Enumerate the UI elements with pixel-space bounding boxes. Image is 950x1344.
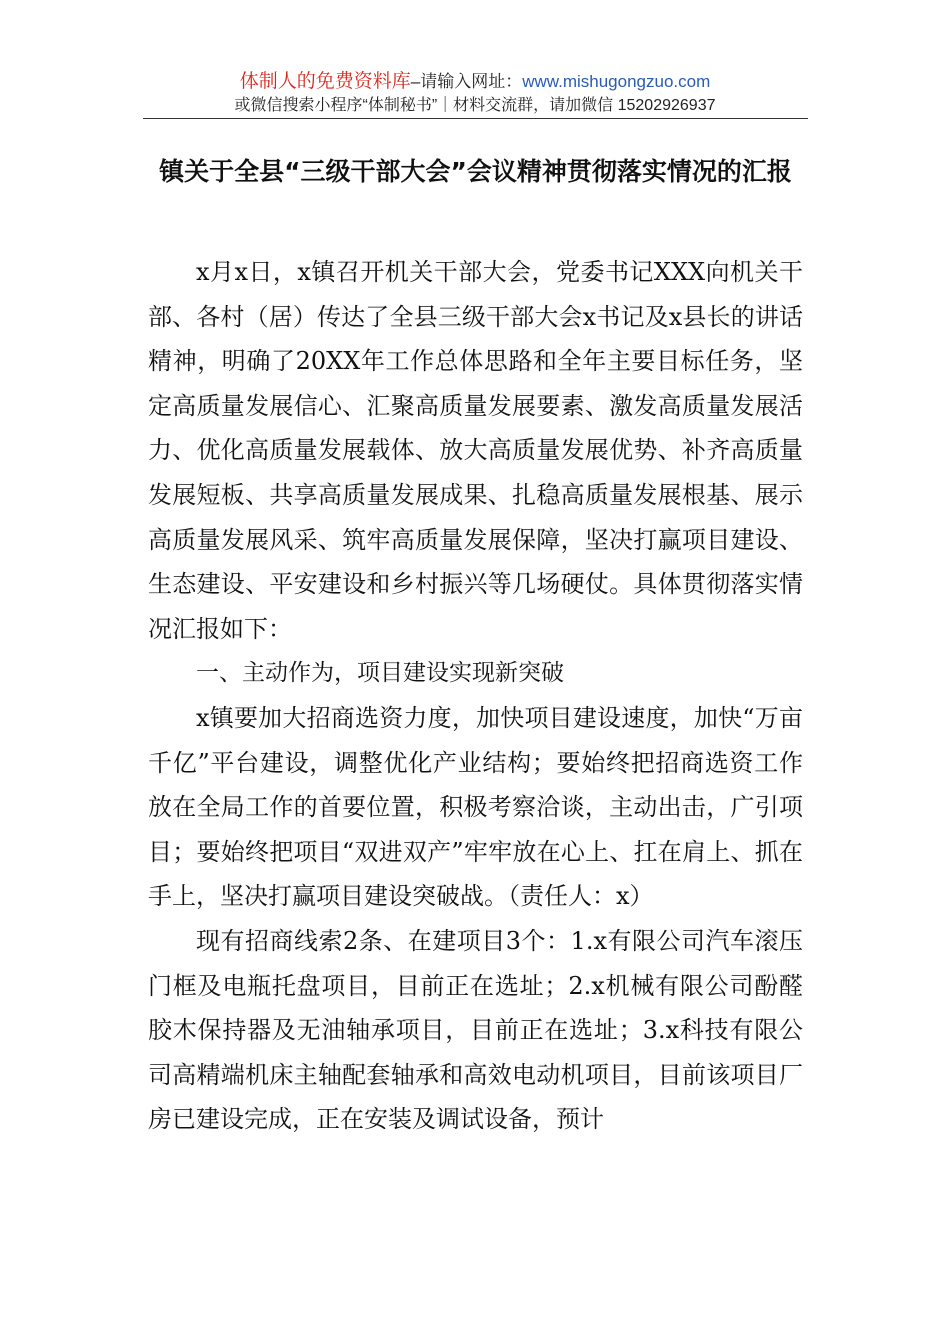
header-brand: 体制人的免费资料库: [239, 71, 411, 92]
document-body: [148, 250, 803, 1142]
document-title: 镇关于全县“三级干部大会”会议精神贯彻落实情况的汇报: [159, 157, 792, 186]
paragraph-section-1: x镇要加大招商选资力度，加快项目建设速度，加快“万亩千亿”平台建设，调整优化产业结构；要始终把招商选资工作放在全局工作的首要位置，积极考察洽谈，主动出击，广引项目；要始终把项目“双进双产”牢牢放在心上、扛在肩上、抓在手上，坚决打赢项目建设突破战。（责任人：x）: [148, 703, 803, 911]
paragraph-projects: 现有招商线索2条、在建项目3个：1.x有限公司汽车滚压门框及电瓶托盘项目，目前正在选址；2.x机械有限公司酚醛胶木保持器及无油轴承项目，目前正在选址；3.x科技有限公司高精端机床主轴配套轴承和高效电动机项目，目前该项目厂房已建设完成，正在安装及调试设备，预计: [148, 926, 803, 1134]
header-source-line: [0, 70, 950, 94]
header-contact-line: 或微信搜索小程序“体制秘书”｜材料交流群，请加微信 15202926937: [234, 97, 716, 114]
header-prompt: –请输入网址：: [410, 72, 523, 91]
header-divider: [143, 118, 808, 119]
section-heading-1: 一、主动作为，项目建设实现新突破: [196, 660, 564, 687]
paragraph-intro: x月x日，x镇召开机关干部大会，党委书记XXX向机关干部、各村（居）传达了全县三级干部大会x书记及x县长的讲话精神，明确了20XX年工作总体思路和全年主要目标任务，坚定高质量发展信心、汇聚高质量发展要素、激发高质量发展活力、优化高质量发展载体、放大高质量发展优势、补齐高质量发展短板、共享高质量发展成果、扎稳高质量发展根基、展示高质量发展风采、筑牢高质量发展保障，坚决打赢项目建设、生态建设、平安建设和乡村振兴等几场硬仗。具体贯彻落实情况汇报如下：: [148, 258, 803, 643]
header-url-link[interactable]: www.mishugongzuo.com: [522, 72, 711, 91]
